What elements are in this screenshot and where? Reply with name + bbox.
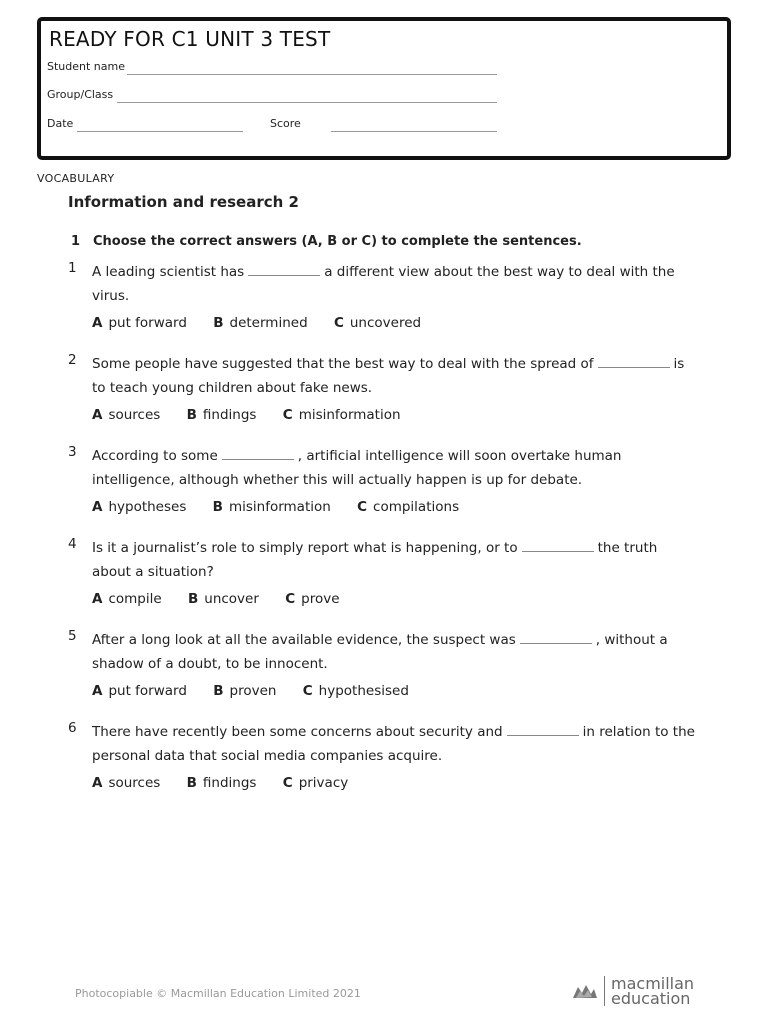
option-text: findings bbox=[202, 775, 257, 791]
question-text-before: After a long look at all the available evidence, the suspect was bbox=[92, 632, 516, 648]
answer-gap[interactable] bbox=[248, 265, 320, 276]
question-3 bbox=[68, 444, 700, 515]
option-c[interactable] bbox=[283, 775, 348, 791]
option-text: privacy bbox=[298, 775, 349, 791]
question-text bbox=[92, 444, 700, 492]
section-heading: Information and research 2 bbox=[68, 193, 299, 211]
option-a[interactable] bbox=[92, 499, 186, 515]
group-class-field[interactable] bbox=[117, 102, 497, 103]
option-text: prove bbox=[301, 591, 340, 607]
score-field[interactable] bbox=[331, 131, 497, 132]
question-text-after: the truth about a situation? bbox=[92, 540, 658, 580]
exercise-instruction bbox=[68, 234, 582, 249]
question-number: 3 bbox=[68, 444, 77, 460]
option-letter: A bbox=[92, 499, 103, 515]
answer-options bbox=[92, 315, 700, 331]
question-text-after: is to teach young children about fake news. bbox=[92, 356, 685, 396]
option-text: uncovered bbox=[349, 315, 422, 331]
option-a[interactable] bbox=[92, 407, 160, 423]
option-letter: C bbox=[302, 683, 313, 699]
option-text: uncover bbox=[204, 591, 259, 607]
option-letter: B bbox=[212, 499, 223, 515]
answer-gap[interactable] bbox=[520, 633, 592, 644]
option-letter: B bbox=[213, 315, 224, 331]
option-letter: C bbox=[282, 775, 293, 791]
option-letter: B bbox=[187, 591, 199, 607]
instruction-text: Choose the correct answers (A, B or C) to complete the sentences. bbox=[93, 234, 582, 249]
question-text bbox=[92, 720, 700, 768]
question-text-after: , without a shadow of a doubt, to be innocent. bbox=[92, 632, 668, 672]
answer-gap[interactable] bbox=[522, 541, 594, 552]
option-text: put forward bbox=[108, 683, 187, 699]
question-number: 5 bbox=[68, 628, 77, 644]
option-letter: A bbox=[92, 775, 103, 791]
answer-options bbox=[92, 683, 700, 699]
date-field[interactable] bbox=[77, 131, 243, 132]
question-text bbox=[92, 260, 700, 308]
score-label: Score bbox=[270, 117, 301, 130]
question-5 bbox=[68, 628, 700, 699]
date-label: Date bbox=[47, 117, 74, 130]
logo-wordmark bbox=[611, 976, 694, 1006]
question-number: 1 bbox=[68, 260, 77, 276]
option-text: put forward bbox=[108, 315, 187, 331]
option-text: proven bbox=[229, 683, 277, 699]
question-text-after: in relation to the personal data that social media companies acquire. bbox=[92, 724, 695, 764]
option-b[interactable] bbox=[187, 775, 257, 791]
option-b[interactable] bbox=[213, 683, 276, 699]
option-c[interactable] bbox=[357, 499, 459, 515]
student-name-label: Student name bbox=[47, 60, 125, 73]
option-c[interactable] bbox=[285, 591, 339, 607]
publisher-logo bbox=[572, 976, 694, 1006]
option-text: hypotheses bbox=[108, 499, 187, 515]
option-letter: A bbox=[92, 407, 103, 423]
answer-options bbox=[92, 591, 700, 607]
option-text: hypothesised bbox=[318, 683, 409, 699]
option-a[interactable] bbox=[92, 683, 187, 699]
option-letter: A bbox=[92, 591, 103, 607]
option-letter: B bbox=[186, 407, 197, 423]
option-b[interactable] bbox=[213, 499, 331, 515]
question-number: 6 bbox=[68, 720, 77, 736]
option-text: compile bbox=[108, 591, 162, 607]
question-2 bbox=[68, 352, 700, 423]
option-b[interactable] bbox=[187, 407, 257, 423]
question-1 bbox=[68, 260, 700, 331]
option-b[interactable] bbox=[213, 315, 307, 331]
answer-options bbox=[92, 775, 700, 791]
option-letter: A bbox=[92, 315, 103, 331]
test-header-box bbox=[37, 17, 731, 160]
question-text bbox=[92, 536, 700, 584]
option-b[interactable] bbox=[188, 591, 259, 607]
test-title: READY FOR C1 UNIT 3 TEST bbox=[49, 27, 331, 51]
option-text: misinformation bbox=[298, 407, 401, 423]
option-text: findings bbox=[202, 407, 257, 423]
question-text-before: Is it a journalist’s role to simply report what is happening, or to bbox=[92, 540, 518, 556]
question-text-after: a different view about the best way to deal with the virus. bbox=[92, 264, 675, 304]
option-letter: B bbox=[186, 775, 197, 791]
option-c[interactable] bbox=[334, 315, 421, 331]
answer-gap[interactable] bbox=[507, 725, 579, 736]
logo-line-2: education bbox=[611, 989, 691, 1008]
macmillan-mark-icon bbox=[572, 981, 598, 1001]
question-text-after: , artificial intelligence will soon overtake human intelligence, although whether this will actually happen is up for debate. bbox=[92, 448, 622, 488]
question-text-before: There have recently been some concerns about security and bbox=[92, 724, 503, 740]
option-text: sources bbox=[108, 407, 161, 423]
option-letter: C bbox=[285, 591, 296, 607]
option-text: misinformation bbox=[228, 499, 331, 515]
group-class-label: Group/Class bbox=[47, 88, 114, 101]
option-letter: C bbox=[333, 315, 344, 331]
question-text-before: According to some bbox=[92, 448, 218, 464]
answer-options bbox=[92, 407, 700, 423]
option-text: sources bbox=[108, 775, 161, 791]
student-name-field[interactable] bbox=[127, 74, 497, 75]
option-letter: C bbox=[282, 407, 293, 423]
copyright-notice: Photocopiable © Macmillan Education Limited 2021 bbox=[75, 987, 361, 1000]
question-text bbox=[92, 352, 700, 400]
logo-divider bbox=[604, 976, 605, 1006]
option-letter: C bbox=[357, 499, 368, 515]
option-a[interactable] bbox=[92, 591, 162, 607]
question-6 bbox=[68, 720, 700, 791]
option-c[interactable] bbox=[283, 407, 401, 423]
option-text: compilations bbox=[373, 499, 460, 515]
section-label: VOCABULARY bbox=[37, 172, 115, 185]
option-a[interactable] bbox=[92, 315, 187, 331]
question-number: 4 bbox=[68, 536, 77, 552]
option-letter: B bbox=[213, 683, 224, 699]
question-text-before: A leading scientist has bbox=[92, 264, 245, 280]
question-number: 2 bbox=[68, 352, 77, 368]
answer-gap[interactable] bbox=[222, 449, 294, 460]
answer-options bbox=[92, 499, 700, 515]
answer-gap[interactable] bbox=[598, 357, 670, 368]
option-c[interactable] bbox=[303, 683, 409, 699]
option-letter: A bbox=[92, 683, 103, 699]
option-a[interactable] bbox=[92, 775, 160, 791]
question-4 bbox=[68, 536, 700, 607]
option-text: determined bbox=[229, 315, 308, 331]
question-text bbox=[92, 628, 700, 676]
logo-line-1: macmillan bbox=[611, 974, 695, 993]
question-text-before: Some people have suggested that the best way to deal with the spread of bbox=[92, 356, 594, 372]
exercise-number: 1 bbox=[71, 234, 81, 249]
